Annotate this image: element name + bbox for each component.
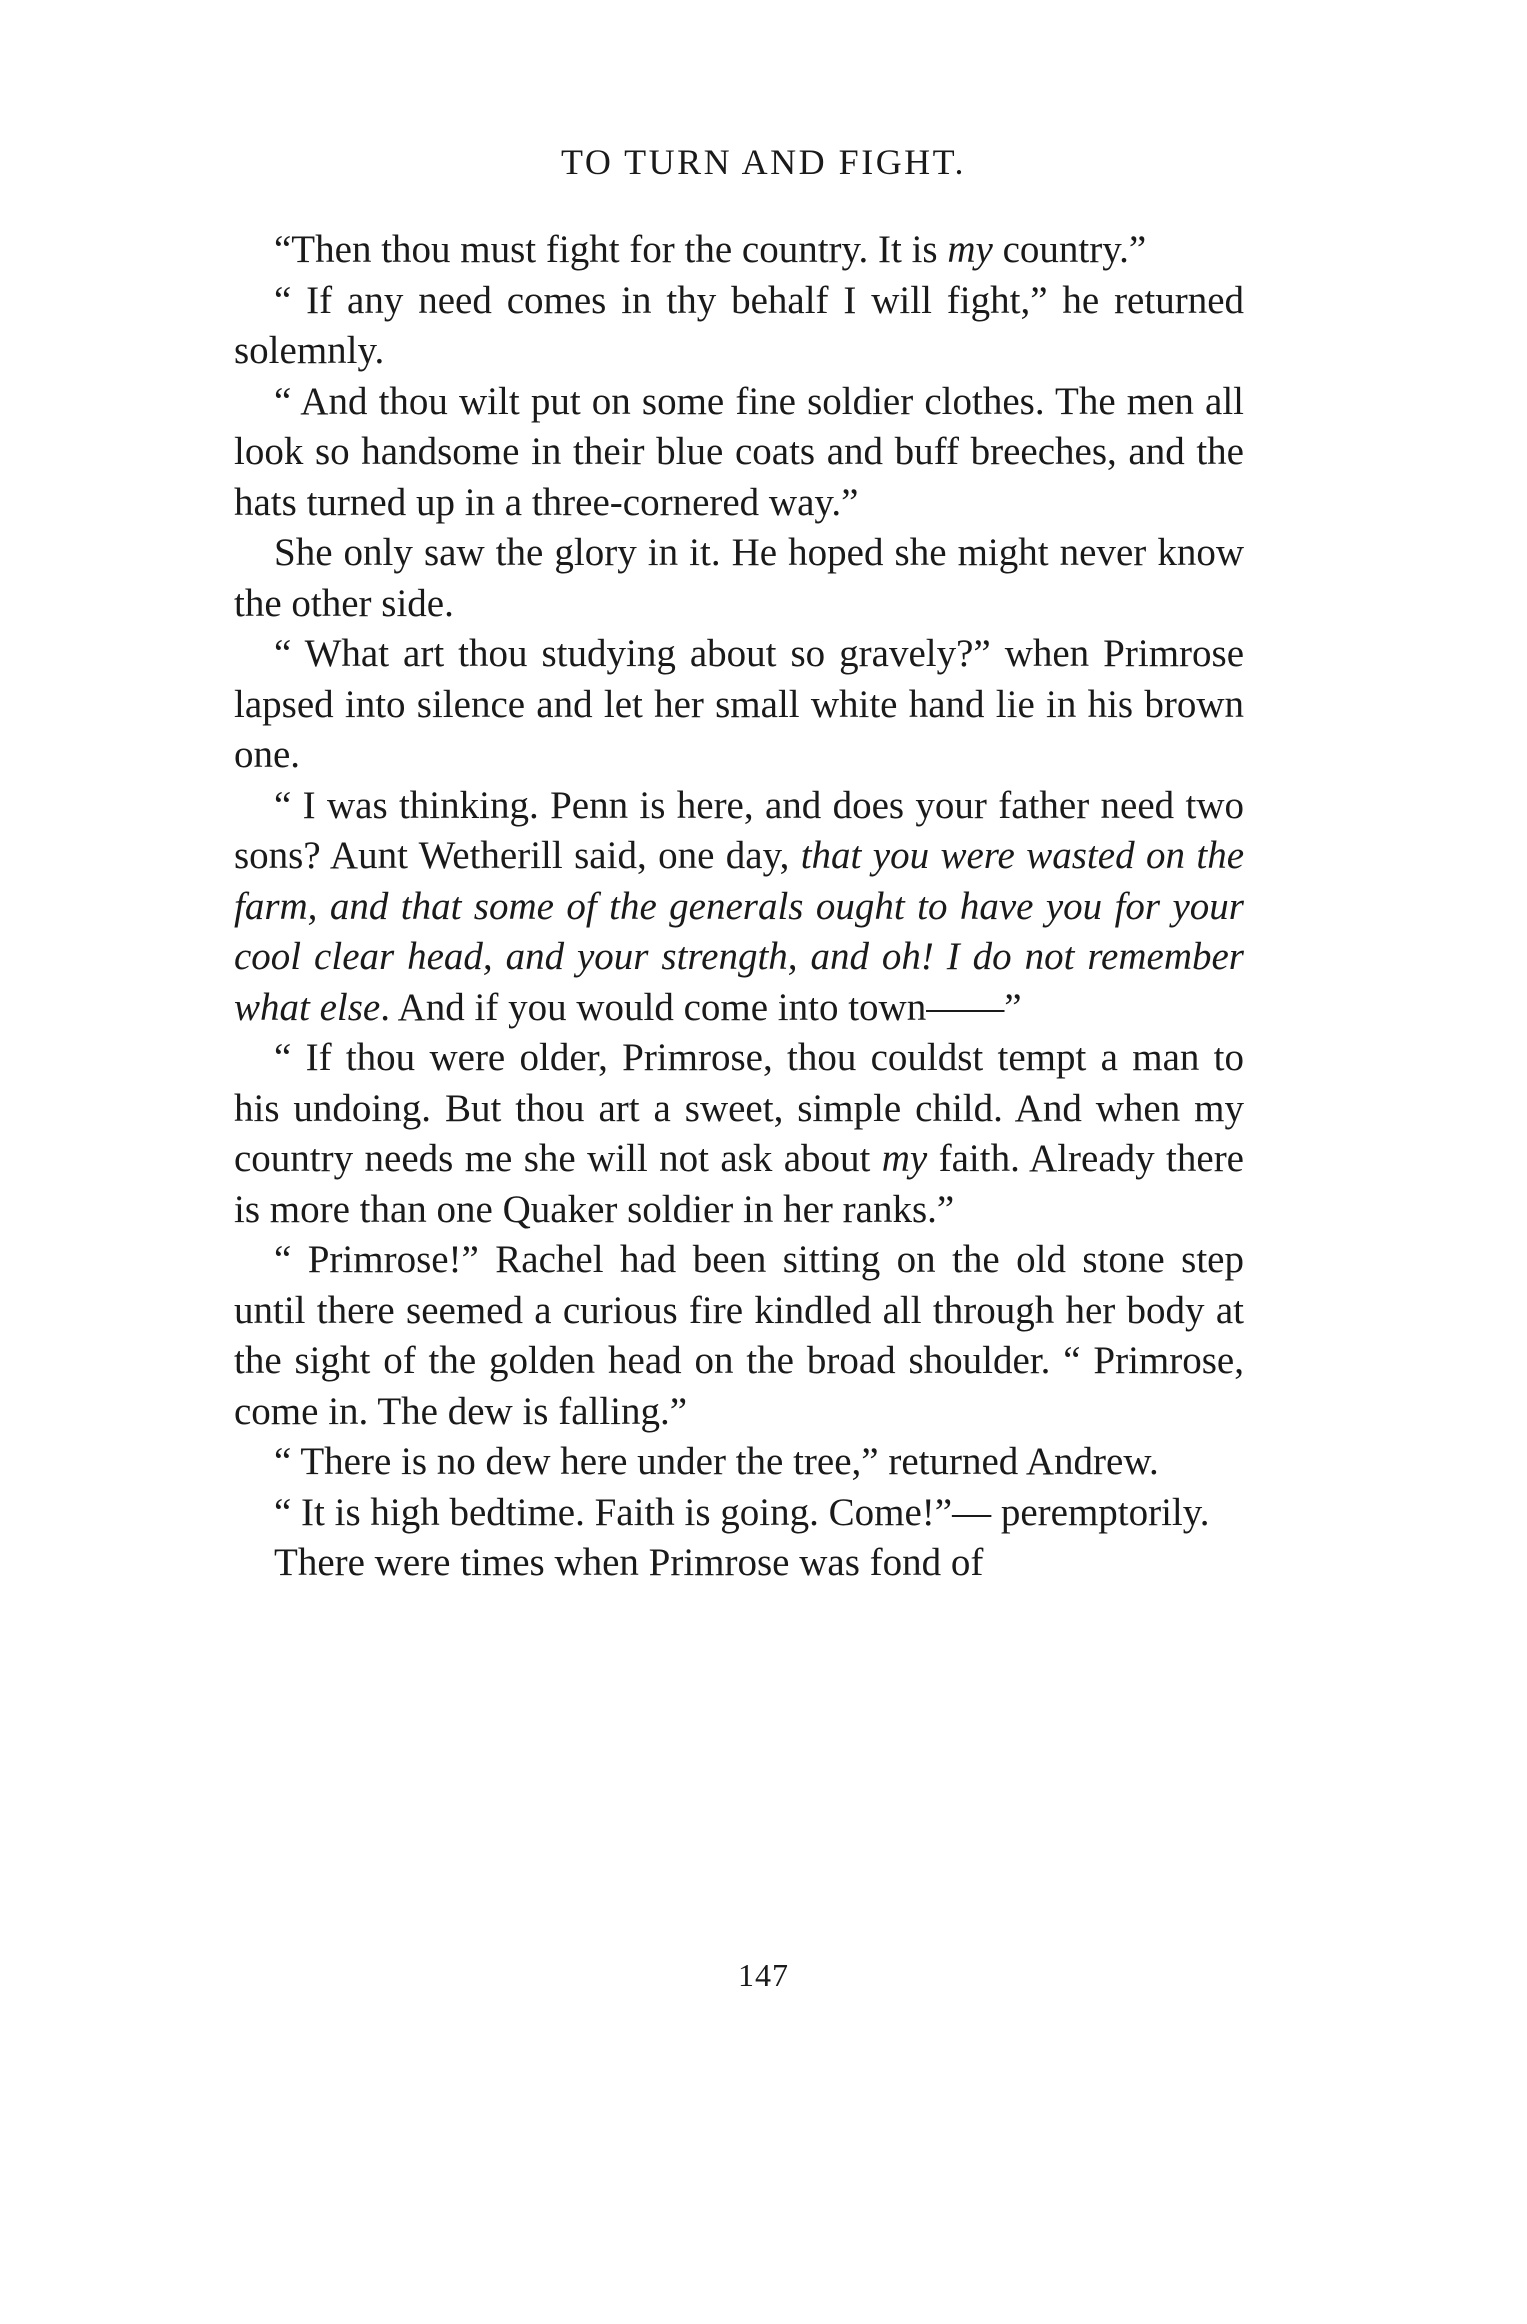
paragraph <box>234 1488 1244 1539</box>
text-run: faith. Already there is more than one Quaker soldier in her ranks.” <box>234 1137 1244 1231</box>
text-run: There were times when Primrose was fond of <box>274 1541 984 1584</box>
text-run: “ There is no dew here under the tree,” returned Andrew. <box>274 1440 1159 1483</box>
paragraph <box>234 629 1244 781</box>
paragraph <box>234 225 1244 276</box>
text-run: country.” <box>992 228 1147 271</box>
text-run: “ Primrose!” Rachel had been sitting on the old stone step until there seemed a curious fire kindled all through her body at the sight of the golden head on the broad shoulder. “ Primrose, come in. The dew is falling.” <box>234 1238 1244 1433</box>
text-run: “Then thou must fight for the country. It is <box>274 228 948 271</box>
text-run: “ And thou wilt put on some fine soldier clothes. The men all look so handsome in their blue coats and buff breeches, and the hats turned up in a three-cornered way.” <box>234 379 1244 524</box>
paragraph <box>234 1538 1244 1589</box>
paragraph <box>234 377 1244 529</box>
text-run: “ I was thinking. Penn is here, and does your father need two sons? Aunt Wetherill said, one day, <box>234 783 1244 877</box>
page-number: 147 <box>738 1957 789 1993</box>
italic-run: that you were wasted on the farm, and that some of the generals ought to have you for your cool clear head, and your strength, and oh! I do not remember what else <box>234 834 1245 1029</box>
paragraph <box>234 276 1244 377</box>
paragraph <box>234 781 1244 1034</box>
paragraph <box>234 1033 1244 1235</box>
running-head: TO TURN AND FIGHT. <box>560 142 967 182</box>
text-run: “ If thou were older, Primrose, thou couldst tempt a man to his undoing. But thou art a sweet, simple child. And when my country needs me she will not ask about <box>234 1036 1244 1180</box>
text-run: “ If any need comes in thy behalf I will fight,” he returned solemnly. <box>234 278 1244 372</box>
paragraph <box>234 528 1244 629</box>
text-run: . And if you would come into town——” <box>380 985 1022 1029</box>
body-text <box>234 225 1244 1589</box>
text-run: “ It is high bedtime. Faith is going. Come!”— peremptorily. <box>274 1490 1210 1534</box>
paragraph <box>234 1437 1244 1488</box>
paragraph <box>234 1235 1244 1437</box>
text-run: “ What art thou studying about so gravely?” when Primrose lapsed into silence and let her small white hand lie in his brown one. <box>234 632 1244 776</box>
text-run: She only saw the glory in it. He hoped she might never know the other side. <box>234 531 1244 625</box>
italic-run: my <box>881 1137 928 1180</box>
italic-run: my <box>947 228 993 271</box>
